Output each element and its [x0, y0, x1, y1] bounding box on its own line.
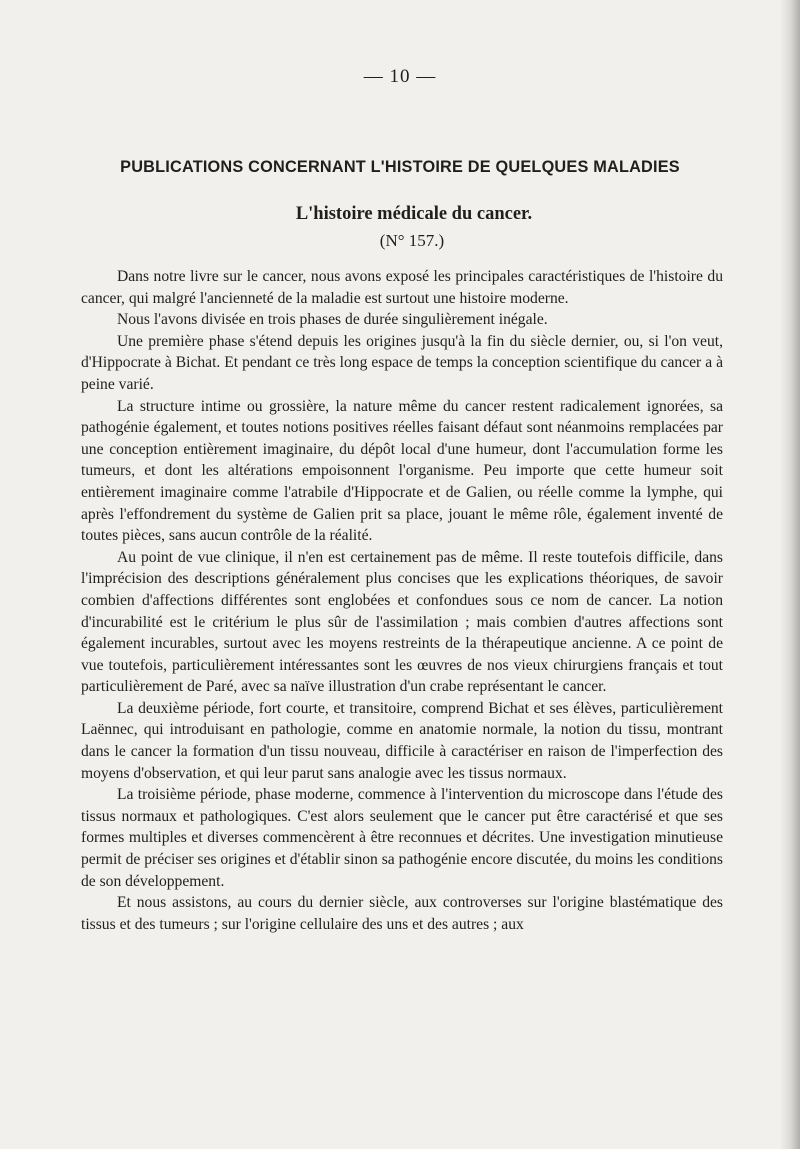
article-title: L'histoire médicale du cancer. — [295, 204, 533, 224]
section-heading: PUBLICATIONS CONCERNANT L'HISTOIRE DE QUELQUES MALADIES — [120, 158, 680, 176]
page-number: — 10 — — [363, 66, 437, 87]
paragraph: Nous l'avons divisée en trois phases de durée singulièrement inégale. — [117, 311, 548, 329]
paragraph: Une première phase s'étend depuis les origines jusqu'à la fin du siècle dernier, ou, si l'on veut, d'Hippocrate à Bichat. Et pendant ce très long espace de temps la conception scientifique du cancer a à peine varié. — [81, 332, 723, 393]
article-body — [81, 266, 723, 935]
paragraph: La troisième période, phase moderne, commence à l'intervention du microscope dans l'étude des tissus normaux et pathologiques. C'est alors seulement que le cancer put être caractérisé et que ses formes multiples et diverses commencèrent à être reconnues et décrites. Une investigation minutieuse permit de préciser ses origines et d'établir sinon sa pathogénie encore discutée, du moins les conditions de son développement. — [81, 786, 723, 890]
paragraph: Et nous assistons, au cours du dernier siècle, aux controverses sur l'origine blastématique des tissus et des tumeurs ; sur l'origine cellulaire des uns et des autres ; aux — [81, 894, 723, 933]
paragraph: Au point de vue clinique, il n'en est certainement pas de même. Il reste toutefois difficile, dans l'imprécision des descriptions généralement plus concises que les explications théoriques, de savoir combien d'affections différentes sont englobées et confondues sous ce nom de cancer. La notion d'incurabilité est le critérium le plus sûr de l'assimilation ; mais combien d'autres affections sont également incurables, surtout avec les moyens restreints de la thérapeutique ancienne. A ce point de vue toutefois, particulièrement intéressantes sont les œuvres de nos vieux chirurgiens français et tout particulièrement de Paré, avec sa naïve illustration d'un crabe représentant le cancer. — [81, 548, 723, 696]
paragraph: Dans notre livre sur le cancer, nous avons exposé les principales caractéristiques de l'histoire du cancer, qui malgré l'ancienneté de la maladie est surtout une histoire moderne. — [81, 268, 723, 307]
paragraph: La deuxième période, fort courte, et transitoire, comprend Bichat et ses élèves, particulièrement Laënnec, qui introduisant en pathologie, comme en anatomie normale, la notion du tissu, montrant dans le cancer la formation d'un tissu nouveau, difficile à caractériser en raison de l'imperfection des moyens d'observation, et qui leur parut sans analogie avec les tissus normaux. — [81, 699, 723, 782]
reference-number: (N° 157.) — [379, 231, 445, 250]
paragraph: La structure intime ou grossière, la nature même du cancer restent radicalement ignorées, sa pathogénie également, et toutes notions positives réelles faisant défaut sont néanmoins remplacées par une conception entièrement imaginaire, du dépôt local d'une humeur, dont l'accumulation forme les tumeurs, et dont les altérations empoisonnent l'organisme. Peu importe que cette humeur soit entièrement imaginaire comme l'atrabile d'Hippocrate et de Galien, ou réelle comme la lymphe, qui après l'effondrement du système de Galien prit sa place, jouant le même rôle, également inventé de toutes pièces, sans aucun contrôle de la réalité. — [81, 397, 723, 545]
